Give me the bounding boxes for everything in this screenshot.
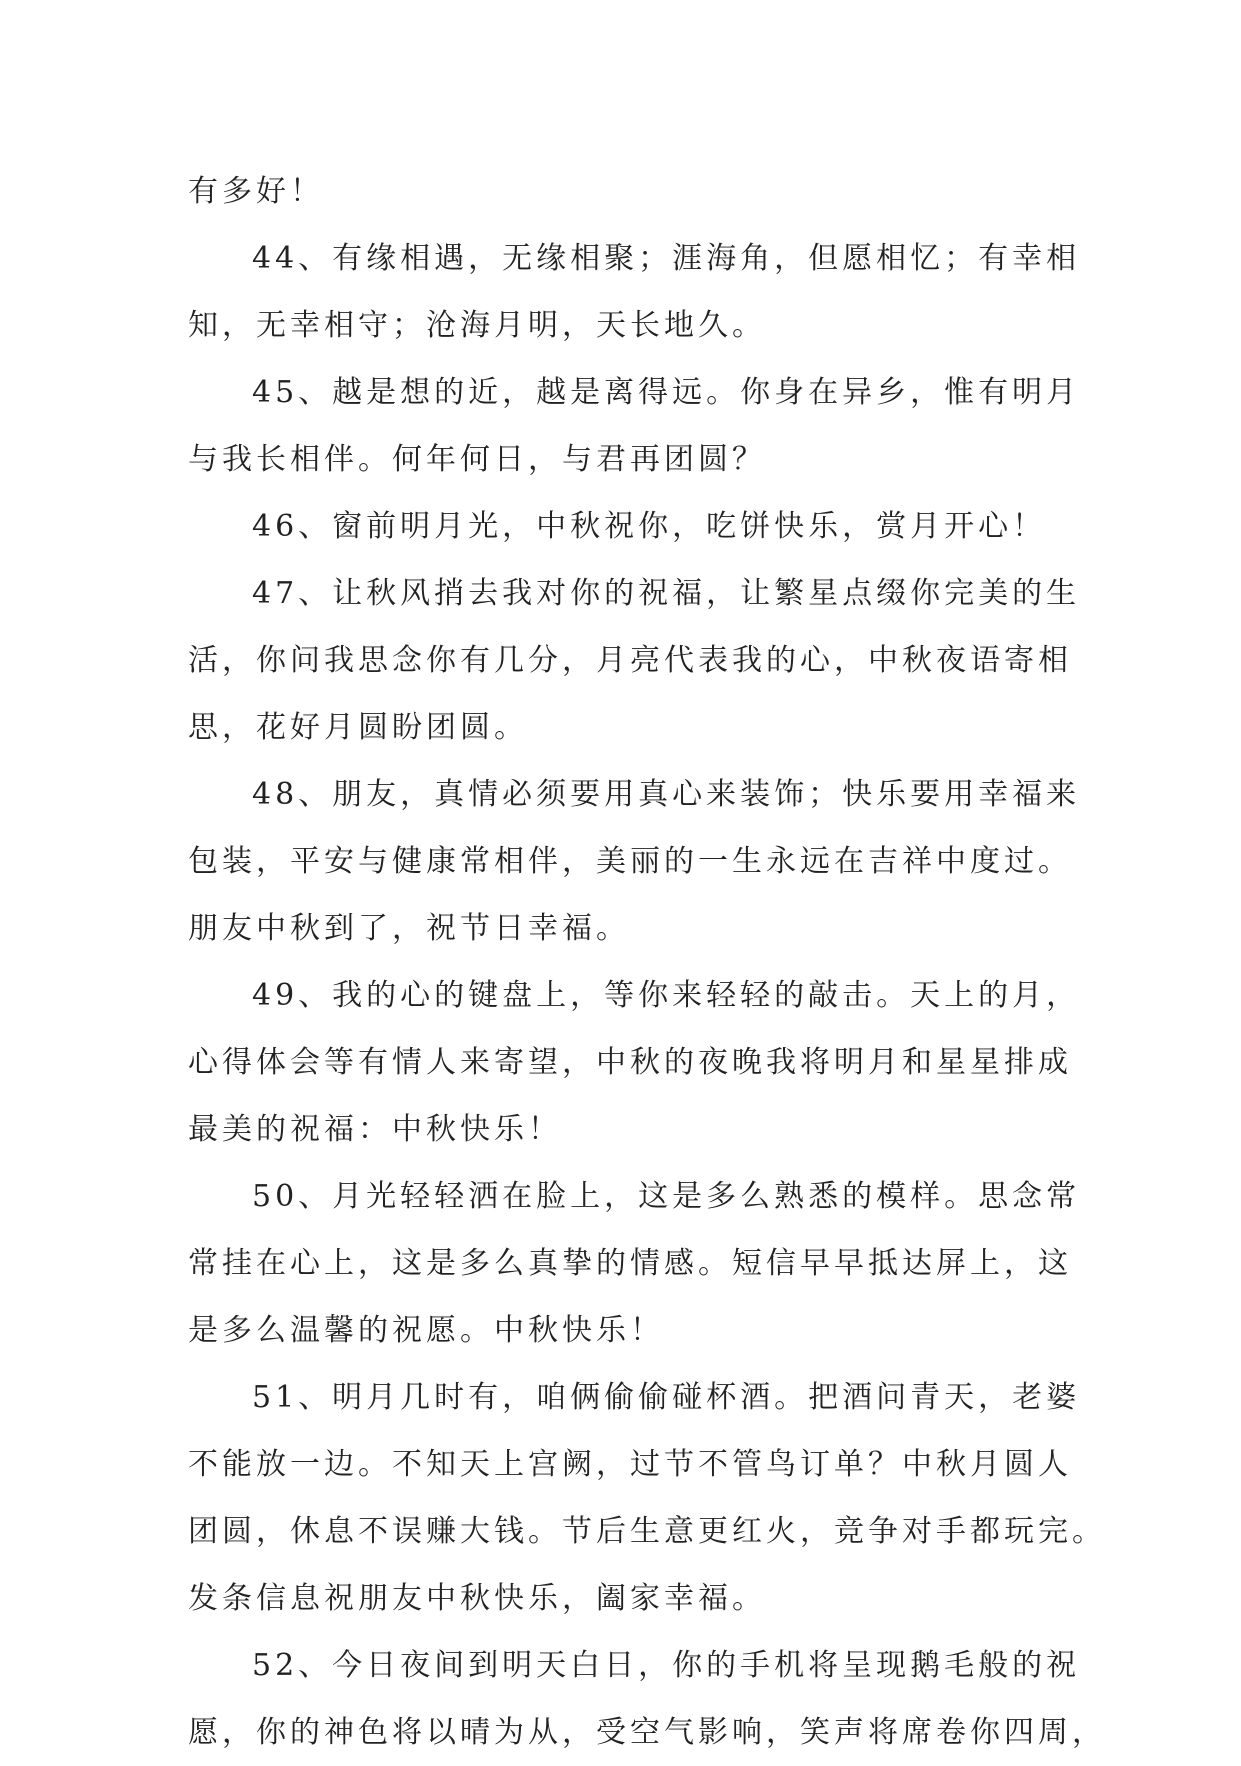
text-line: 与我长相伴。何年何日，与君再团圆？ <box>188 442 766 477</box>
text-line: 活，你问我思念你有几分，月亮代表我的心，中秋夜语寄相 <box>188 643 1072 678</box>
text-line: 44、有缘相遇，无缘相聚；涯海角，但愿相忆；有幸相 <box>252 241 1081 276</box>
text-line: 愿，你的神色将以晴为从，受空气影响，笑声将席卷你四周， <box>188 1715 1106 1750</box>
text-line: 最美的祝福：中秋快乐！ <box>188 1112 562 1147</box>
text-line: 51、明月几时有，咱俩偷偷碰杯酒。把酒问青天，老婆 <box>252 1380 1081 1415</box>
text-line: 常挂在心上，这是多么真挚的情感。短信早早抵达屏上，这 <box>188 1246 1072 1281</box>
text-line: 思，花好月圆盼团圆。 <box>188 710 528 745</box>
text-line: 49、我的心的键盘上，等你来轻轻的敲击。天上的月， <box>252 978 1081 1013</box>
text-line: 52、今日夜间到明天白日，你的手机将呈现鹅毛般的祝 <box>252 1648 1081 1683</box>
text-line: 朋友中秋到了，祝节日幸福。 <box>188 911 630 946</box>
text-line: 46、窗前明月光，中秋祝你，吃饼快乐，赏月开心！ <box>252 509 1047 544</box>
text-line: 知，无幸相守；沧海月明，天长地久。 <box>188 308 766 343</box>
text-line: 50、月光轻轻洒在脸上，这是多么熟悉的模样。思念常 <box>252 1179 1081 1214</box>
text-line: 47、让秋风捎去我对你的祝福，让繁星点缀你完美的生 <box>252 576 1081 611</box>
text-line: 有多好！ <box>188 174 324 209</box>
text-line: 45、越是想的近，越是离得远。你身在异乡，惟有明月 <box>252 375 1081 410</box>
text-line: 心得体会等有情人来寄望，中秋的夜晚我将明月和星星排成 <box>188 1045 1072 1080</box>
text-line: 团圆，休息不误赚大钱。节后生意更红火，竞争对手都玩完。 <box>188 1514 1106 1549</box>
text-line: 48、朋友，真情必须要用真心来装饰；快乐要用幸福来 <box>252 777 1081 812</box>
text-line: 发条信息祝朋友中秋快乐，阖家幸福。 <box>188 1581 766 1616</box>
text-line: 包装，平安与健康常相伴，美丽的一生永远在吉祥中度过。 <box>188 844 1072 879</box>
text-line: 不能放一边。不知天上宫阙，过节不管鸟订单？中秋月圆人 <box>188 1447 1072 1482</box>
text-line: 是多么温馨的祝愿。中秋快乐！ <box>188 1313 664 1348</box>
document-page <box>188 158 1106 1766</box>
